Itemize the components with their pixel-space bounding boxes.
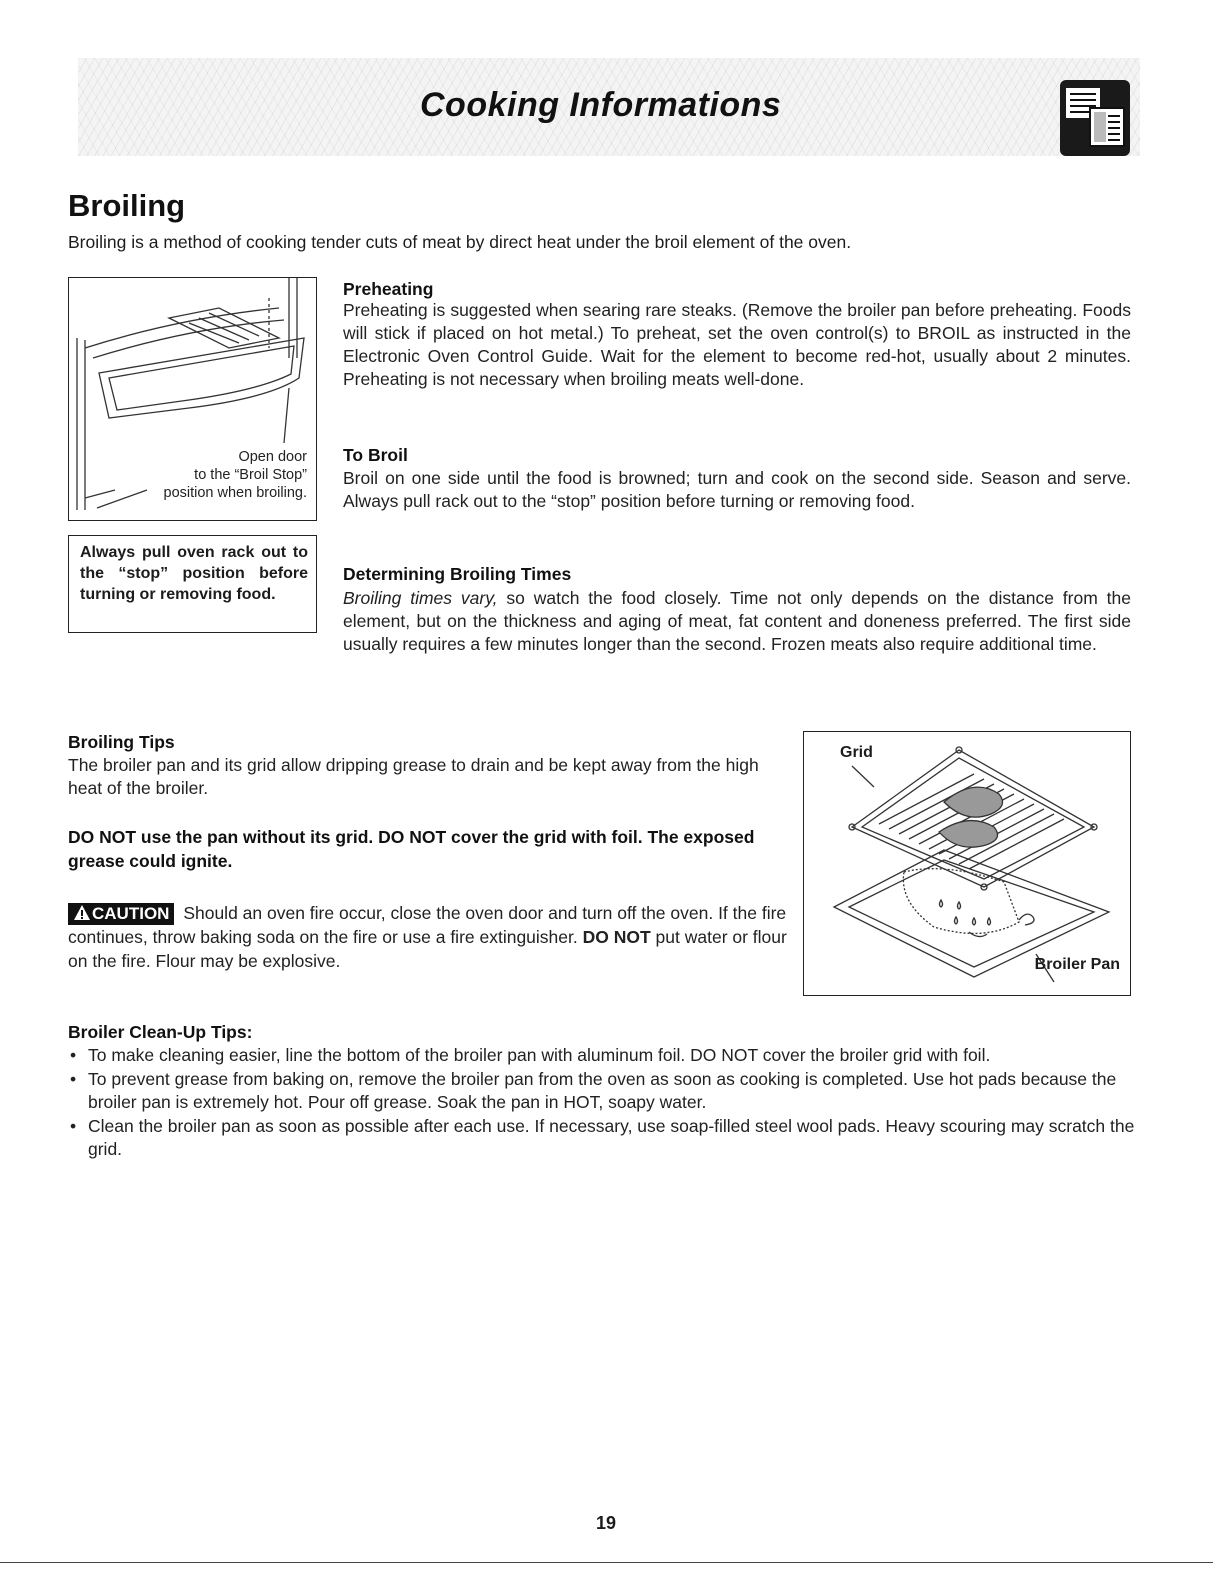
broiler-pan-figure: [803, 731, 1131, 996]
broiling-times-body: so watch the food closely. Time not only depends on the distance from the element, but on the thickness and aging of meat, fat content and doneness preferred. The first side usually requires a few minutes longer than the second. Frozen meats also require additional time.: [343, 588, 1131, 654]
page-number: 19: [596, 1513, 617, 1533]
oven-figure-caption: [164, 448, 307, 502]
list-item: • To prevent grease from baking on, remove the broiler pan from the oven as soon as cooking is completed. Use hot pads because the broiler pan is extremely hot. Pour off grease. Soak the pan in HOT, soapy water.: [68, 1068, 1138, 1115]
caution-paragraph: [68, 901, 788, 973]
intro-text: Broiling is a method of cooking tender cuts of meat by direct heat under the broil element of the oven.: [68, 232, 852, 252]
broiling-tips-text: The broiler pan and its grid allow dripping grease to drain and be kept away from the high heat of the broiler.: [68, 755, 759, 798]
to-broil-text: Broil on one side until the food is browned; turn and cook on the second side. Season and serve. Always pull rack out to the “stop” position before turning or removing food.: [343, 468, 1131, 511]
section-title: Broiling: [68, 188, 186, 223]
oven-door-illustration: [69, 278, 315, 519]
caution-text-1: Should an oven fire occur, close the oven door and turn off the oven. If the fire continues, throw baking soda on the fire or use a fire extinguisher.: [68, 903, 787, 947]
header-title: Cooking Informations: [420, 86, 782, 124]
bottom-divider: [0, 1562, 1213, 1563]
broiling-times-text: [343, 587, 1131, 656]
to-broil-heading: To Broil: [343, 445, 408, 465]
cleanup-heading: Broiler Clean-Up Tips:: [68, 1022, 253, 1042]
caption-line-3: position when broiling.: [163, 485, 307, 501]
list-item: • To make cleaning easier, line the bottom of the broiler pan with aluminum foil. DO NOT cover the broiler grid with foil.: [68, 1044, 1138, 1068]
caution-badge: [68, 903, 174, 925]
caption-line-1: Open door: [238, 449, 307, 465]
caution-label: CAUTION: [92, 904, 170, 923]
preheating-heading: Preheating: [343, 279, 434, 299]
oven-door-figure: [68, 277, 317, 521]
broiling-times-heading: Determining Broiling Times: [343, 564, 572, 584]
caution-bold: DO NOT: [582, 927, 651, 947]
grid-warning-text: DO NOT use the pan without its grid. DO NOT cover the grid with foil. The exposed grease could ignite.: [68, 827, 755, 871]
grid-label: Grid: [840, 744, 873, 761]
caution-text-2: put water or flour on the fire. Flour may be explosive.: [68, 927, 787, 971]
broiler-pan-illustration: [804, 732, 1129, 994]
broiler-pan-label: Broiler Pan: [1034, 956, 1120, 973]
preheating-text: Preheating is suggested when searing rare steaks. (Remove the broiler pan before preheating. Foods will stick if placed on hot metal.) To preheat, set the oven control(s) to BROIL as instructed in the Electronic Oven Control Guide. Wait for the element to become red-hot, usually about 2 minutes. Preheating is not necessary when broiling meats well-done.: [343, 300, 1131, 389]
document-pages-icon: [1060, 80, 1130, 156]
warning-triangle-icon: [73, 904, 91, 921]
broiling-tips-heading: Broiling Tips: [68, 732, 175, 752]
rack-note-box: Always pull oven rack out to the “stop” position before turning or removing food.: [68, 535, 317, 633]
list-item: • Clean the broiler pan as soon as possible after each use. If necessary, use soap-filled steel wool pads. Heavy scouring may scratch the grid.: [68, 1115, 1138, 1162]
cleanup-list: [68, 1044, 1138, 1162]
caption-line-2: to the “Broil Stop”: [194, 467, 307, 483]
broiling-times-lead: Broiling times vary,: [343, 588, 498, 608]
